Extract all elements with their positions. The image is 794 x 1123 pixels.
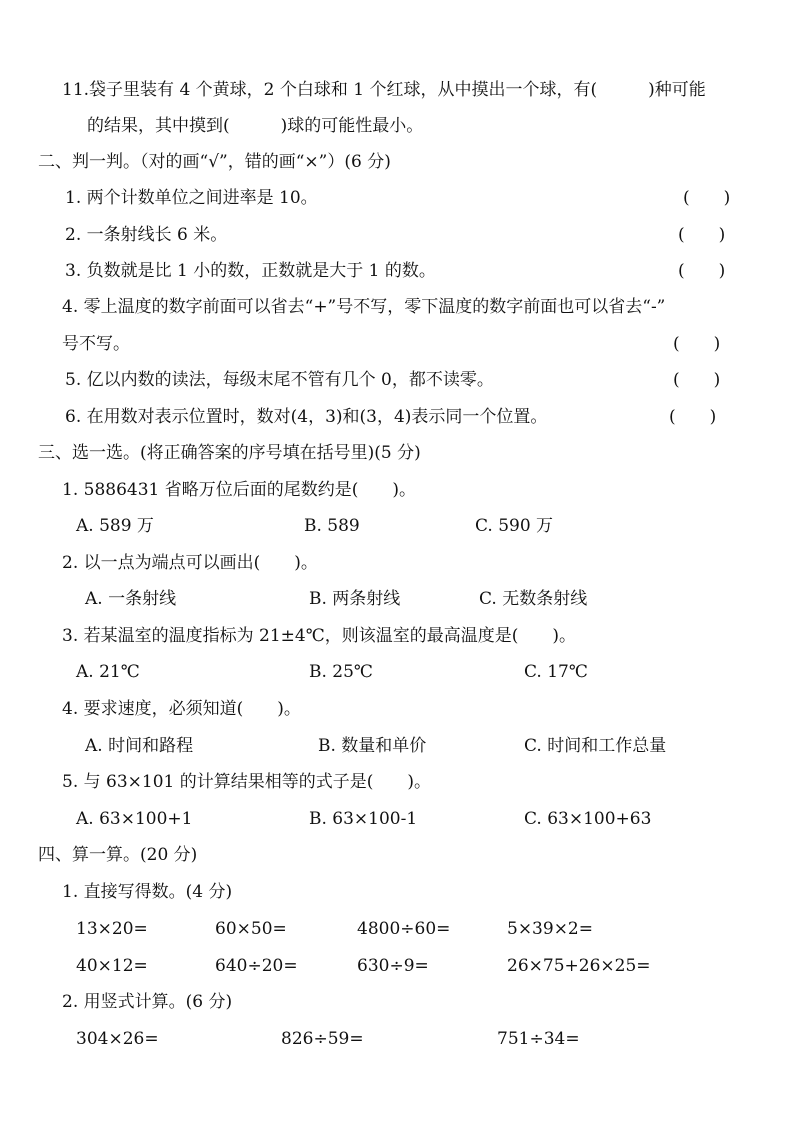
- s3-q4-option-b: B. 数量和单价: [318, 736, 427, 756]
- s2-answer-6[interactable]: ( ): [669, 407, 717, 427]
- s2-item-2: 2. 一条射线长 6 米。: [65, 225, 228, 245]
- s2-answer-1[interactable]: ( ): [683, 188, 731, 208]
- calc-item: 26×75+26×25=: [507, 956, 651, 976]
- calc-item: 60×50=: [215, 919, 287, 939]
- s2-item-4: 4. 零上温度的数字前面可以省去“+”号不写，零下温度的数字前面也可以省去“-”: [62, 297, 666, 317]
- s2-item-5: 5. 亿以内数的读法，每级末尾不管有几个 0，都不读零。: [65, 370, 494, 390]
- s2-item-4-cont: 号不写。: [62, 334, 130, 354]
- s2-item-6: 6. 在用数对表示位置时，数对(4，3)和(3，4)表示同一个位置。: [65, 407, 548, 427]
- s3-q5-option-a: A. 63×100+1: [76, 809, 193, 829]
- s3-q2: 2. 以一点为端点可以画出( )。: [62, 553, 318, 573]
- s3-q5-option-b: B. 63×100-1: [309, 809, 418, 829]
- s3-q2-option-c: C. 无数条射线: [479, 589, 588, 609]
- s2-item-1: 1. 两个计数单位之间进率是 10。: [65, 188, 318, 208]
- calc-item: 4800÷60=: [357, 919, 451, 939]
- calc-item: 40×12=: [76, 956, 148, 976]
- s2-answer-3[interactable]: ( ): [678, 261, 726, 281]
- vertical-calc-item: 304×26=: [76, 1029, 159, 1049]
- s3-q5-option-c: C. 63×100+63: [524, 809, 652, 829]
- calc-item: 13×20=: [76, 919, 148, 939]
- s3-q1-option-b: B. 589: [304, 516, 360, 536]
- s4-sub2-title: 2. 用竖式计算。(6 分): [62, 992, 233, 1012]
- q11-line1: 11.袋子里装有 4 个黄球，2 个白球和 1 个红球，从中摸出一个球，有( )种可能: [62, 80, 706, 100]
- calc-item: 5×39×2=: [507, 919, 593, 939]
- s2-answer-5[interactable]: ( ): [673, 370, 721, 390]
- s3-q3: 3. 若某温室的温度指标为 21±4℃，则该温室的最高温度是( )。: [62, 626, 576, 646]
- s3-q3-option-a: A. 21℃: [76, 662, 140, 682]
- s3-q1: 1. 5886431 省略万位后面的尾数约是( )。: [62, 480, 417, 500]
- s3-q5: 5. 与 63×101 的计算结果相等的式子是( )。: [62, 772, 432, 792]
- vertical-calc-item: 826÷59=: [281, 1029, 364, 1049]
- section4-title: 四、算一算。(20 分): [38, 845, 198, 865]
- s3-q1-option-c: C. 590 万: [475, 516, 554, 536]
- s2-answer-4[interactable]: ( ): [673, 334, 721, 354]
- s3-q4-option-c: C. 时间和工作总量: [524, 736, 667, 756]
- s3-q4-option-a: A. 时间和路程: [85, 736, 194, 756]
- calc-item: 640÷20=: [215, 956, 298, 976]
- calc-item: 630÷9=: [357, 956, 429, 976]
- s3-q2-option-b: B. 两条射线: [309, 589, 401, 609]
- s3-q1-option-a: A. 589 万: [76, 516, 154, 536]
- s3-q4: 4. 要求速度，必须知道( )。: [62, 699, 301, 719]
- q11-line2: 的结果，其中摸到( )球的可能性最小。: [87, 116, 424, 136]
- s3-q2-option-a: A. 一条射线: [85, 589, 177, 609]
- section3-title: 三、选一选。(将正确答案的序号填在括号里)(5 分): [38, 443, 421, 463]
- s4-sub1-title: 1. 直接写得数。(4 分): [62, 882, 233, 902]
- s3-q3-option-b: B. 25℃: [309, 662, 373, 682]
- s3-q3-option-c: C. 17℃: [524, 662, 588, 682]
- section2-title: 二、判一判。（对的画“√”，错的画“×”）(6 分): [38, 152, 391, 172]
- vertical-calc-item: 751÷34=: [497, 1029, 580, 1049]
- s2-item-3: 3. 负数就是比 1 小的数，正数就是大于 1 的数。: [65, 261, 436, 281]
- s2-answer-2[interactable]: ( ): [678, 225, 726, 245]
